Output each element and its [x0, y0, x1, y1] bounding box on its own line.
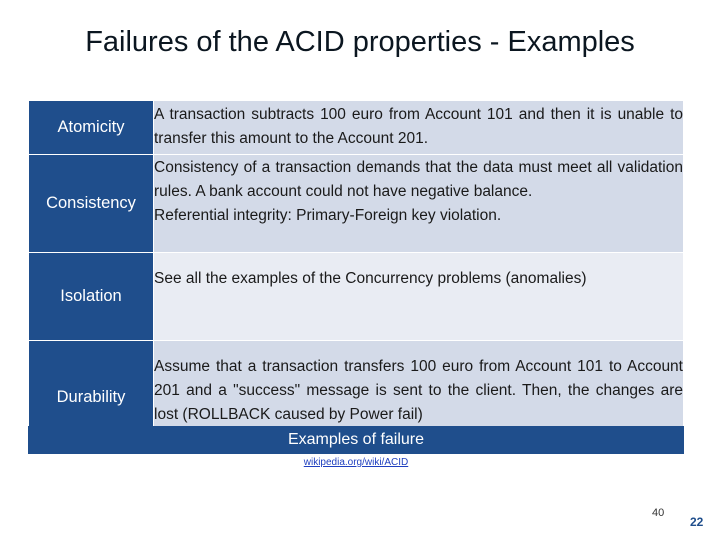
acid-failures-table: [28, 100, 684, 455]
property-isolation: Isolation: [29, 253, 154, 341]
page-number-small: 40: [652, 507, 665, 519]
consistency-integrity-text: Referential integrity: Primary-Foreign key violation.: [154, 207, 502, 224]
description-atomicity: A transaction subtracts 100 euro from Account 101 and then it is unable to transfer this amount to the Account 201.: [154, 101, 684, 155]
table-row: [29, 253, 684, 341]
table-row: [29, 101, 684, 155]
source-link[interactable]: wikipedia.org/wiki/ACID: [303, 457, 409, 468]
description-isolation: See all the examples of the Concurrency problems (anomalies): [154, 253, 684, 341]
description-durability: Assume that a transaction transfers 100 euro from Account 101 to Account 201 and a "success" message is sent to the client. Then, the changes are lost (ROLLBACK caused by Power fail): [154, 341, 684, 455]
table-caption: Examples of failure: [28, 426, 684, 454]
description-consistency: [154, 155, 684, 253]
slide-title: Failures of the ACID properties - Examples: [85, 26, 635, 58]
table-row: [29, 155, 684, 253]
page-number: 22: [690, 515, 704, 529]
property-consistency: Consistency: [29, 155, 154, 253]
property-atomicity: Atomicity: [29, 101, 154, 155]
property-durability: Durability: [29, 341, 154, 455]
consistency-validation-text: Consistency of a transaction demands that the data must meet all validation rules. A bank account could not have negative balance.: [154, 159, 683, 200]
